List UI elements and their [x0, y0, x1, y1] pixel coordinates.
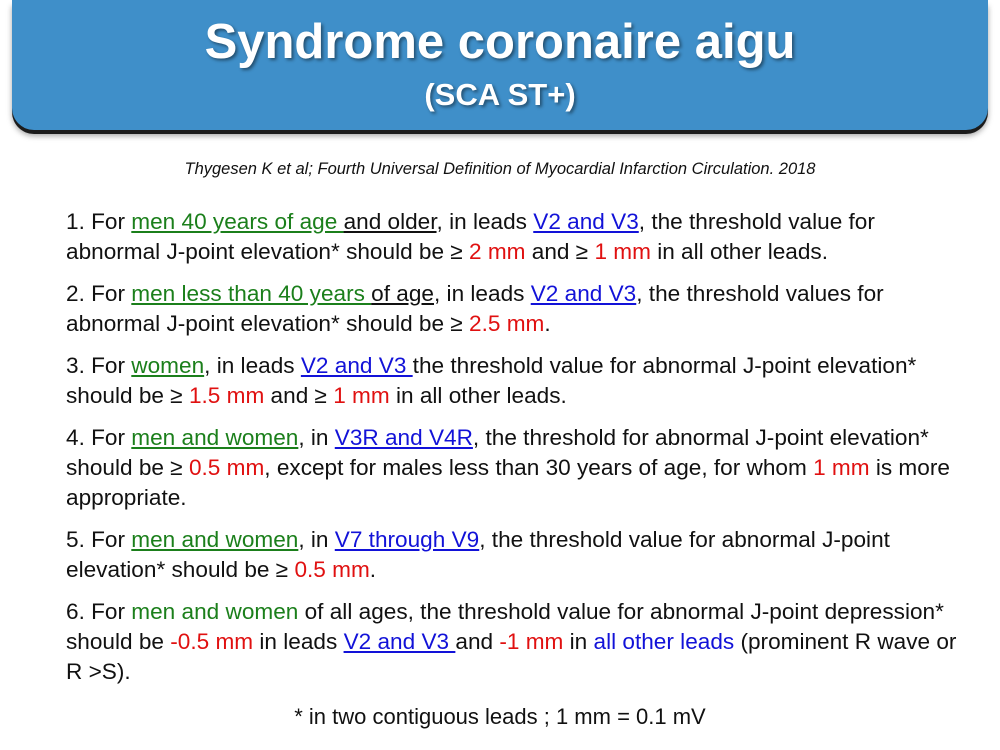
item-text: , the threshold value for abnormal J-point elevation* should be ≥ — [66, 209, 875, 264]
threshold-value: 1.5 mm — [188, 383, 265, 408]
slide-title: Syndrome coronaire aigu — [204, 15, 796, 69]
item-text: 2. For — [66, 281, 132, 306]
criterion-3 — [66, 351, 966, 411]
item-text: , in leads — [436, 209, 534, 234]
criterion-5 — [66, 525, 966, 585]
item-text: in all other leads. — [650, 239, 829, 264]
item-text: in — [563, 629, 594, 654]
threshold-value: 1 mm — [594, 239, 651, 264]
leads-link[interactable]: V2 and V3 — [530, 281, 637, 306]
item-text: . — [544, 311, 551, 336]
leads-link[interactable]: V2 and V3 — [533, 209, 639, 234]
threshold-value: 0.5 mm — [294, 557, 370, 582]
item-text: , in leads — [434, 281, 531, 306]
item-text: , the threshold value for abnormal J-point elevation* should be ≥ — [66, 527, 890, 582]
threshold-value: 2.5 mm — [469, 311, 545, 336]
threshold-value: 2 mm — [469, 239, 526, 264]
leads-link[interactable]: V7 through V9 — [334, 527, 480, 552]
item-text: of all ages, the threshold value for abnormal J-point depression* should be — [66, 599, 944, 654]
item-text: . — [369, 557, 377, 582]
leads-link[interactable]: V3R and V4R — [334, 425, 473, 450]
item-text: 5. For — [66, 527, 132, 552]
item-text: and ≥ — [264, 383, 334, 408]
population-label: men and women — [131, 599, 299, 624]
criterion-4 — [66, 423, 966, 513]
item-text: 1. For — [66, 209, 132, 234]
item-text: , the threshold for abnormal J-point elevation* should be ≥ — [66, 425, 929, 480]
item-text: and — [455, 629, 500, 654]
population-label: women — [131, 353, 205, 378]
criterion-2 — [66, 279, 966, 339]
leads-link[interactable]: V2 and V3 — [343, 629, 456, 654]
item-text: , in — [298, 527, 335, 552]
item-text: and ≥ — [525, 239, 595, 264]
item-text: , in leads — [204, 353, 301, 378]
item-text: of age — [371, 281, 434, 306]
footnote: * in two contiguous leads ; 1 mm = 0.1 mV — [294, 704, 706, 729]
item-text: in all other leads. — [389, 383, 567, 408]
item-text: 3. For — [66, 353, 132, 378]
item-text: , in — [298, 425, 335, 450]
title-banner — [12, 0, 988, 130]
threshold-value: 1 mm — [333, 383, 390, 408]
criteria-list — [66, 207, 966, 699]
criterion-1 — [66, 207, 966, 267]
item-text: and older — [343, 209, 437, 234]
threshold-value: 1 mm — [813, 455, 870, 480]
item-text: (prominent R wave or R >S). — [66, 629, 957, 684]
population-label: men and women — [131, 527, 299, 552]
item-text: is more appropriate. — [66, 455, 950, 510]
item-text: in leads — [253, 629, 344, 654]
citation: Thygesen K et al; Fourth Universal Definition of Myocardial Infarction Circulation. 2018 — [184, 160, 816, 178]
item-text: 6. For — [66, 599, 132, 624]
population-label: men less than 40 years — [131, 281, 372, 306]
item-text: , the threshold values for abnormal J-point elevation* should be ≥ — [66, 281, 884, 336]
threshold-value: -1 mm — [499, 629, 564, 654]
leads-link[interactable]: V2 and V3 — [300, 353, 413, 378]
item-text: 4. For — [66, 425, 132, 450]
threshold-value: 0.5 mm — [188, 455, 265, 480]
item-text: the threshold value for abnormal J-point elevation* should be ≥ — [66, 353, 917, 408]
threshold-value: -0.5 mm — [170, 629, 254, 654]
criterion-6 — [66, 597, 966, 687]
population-label: men 40 years of age — [131, 209, 344, 234]
population-label: men and women — [131, 425, 299, 450]
other-leads-label: all other leads — [593, 629, 735, 654]
slide-subtitle: (SCA ST+) — [424, 77, 576, 112]
item-text: , except for males less than 30 years of age, for whom — [264, 455, 814, 480]
